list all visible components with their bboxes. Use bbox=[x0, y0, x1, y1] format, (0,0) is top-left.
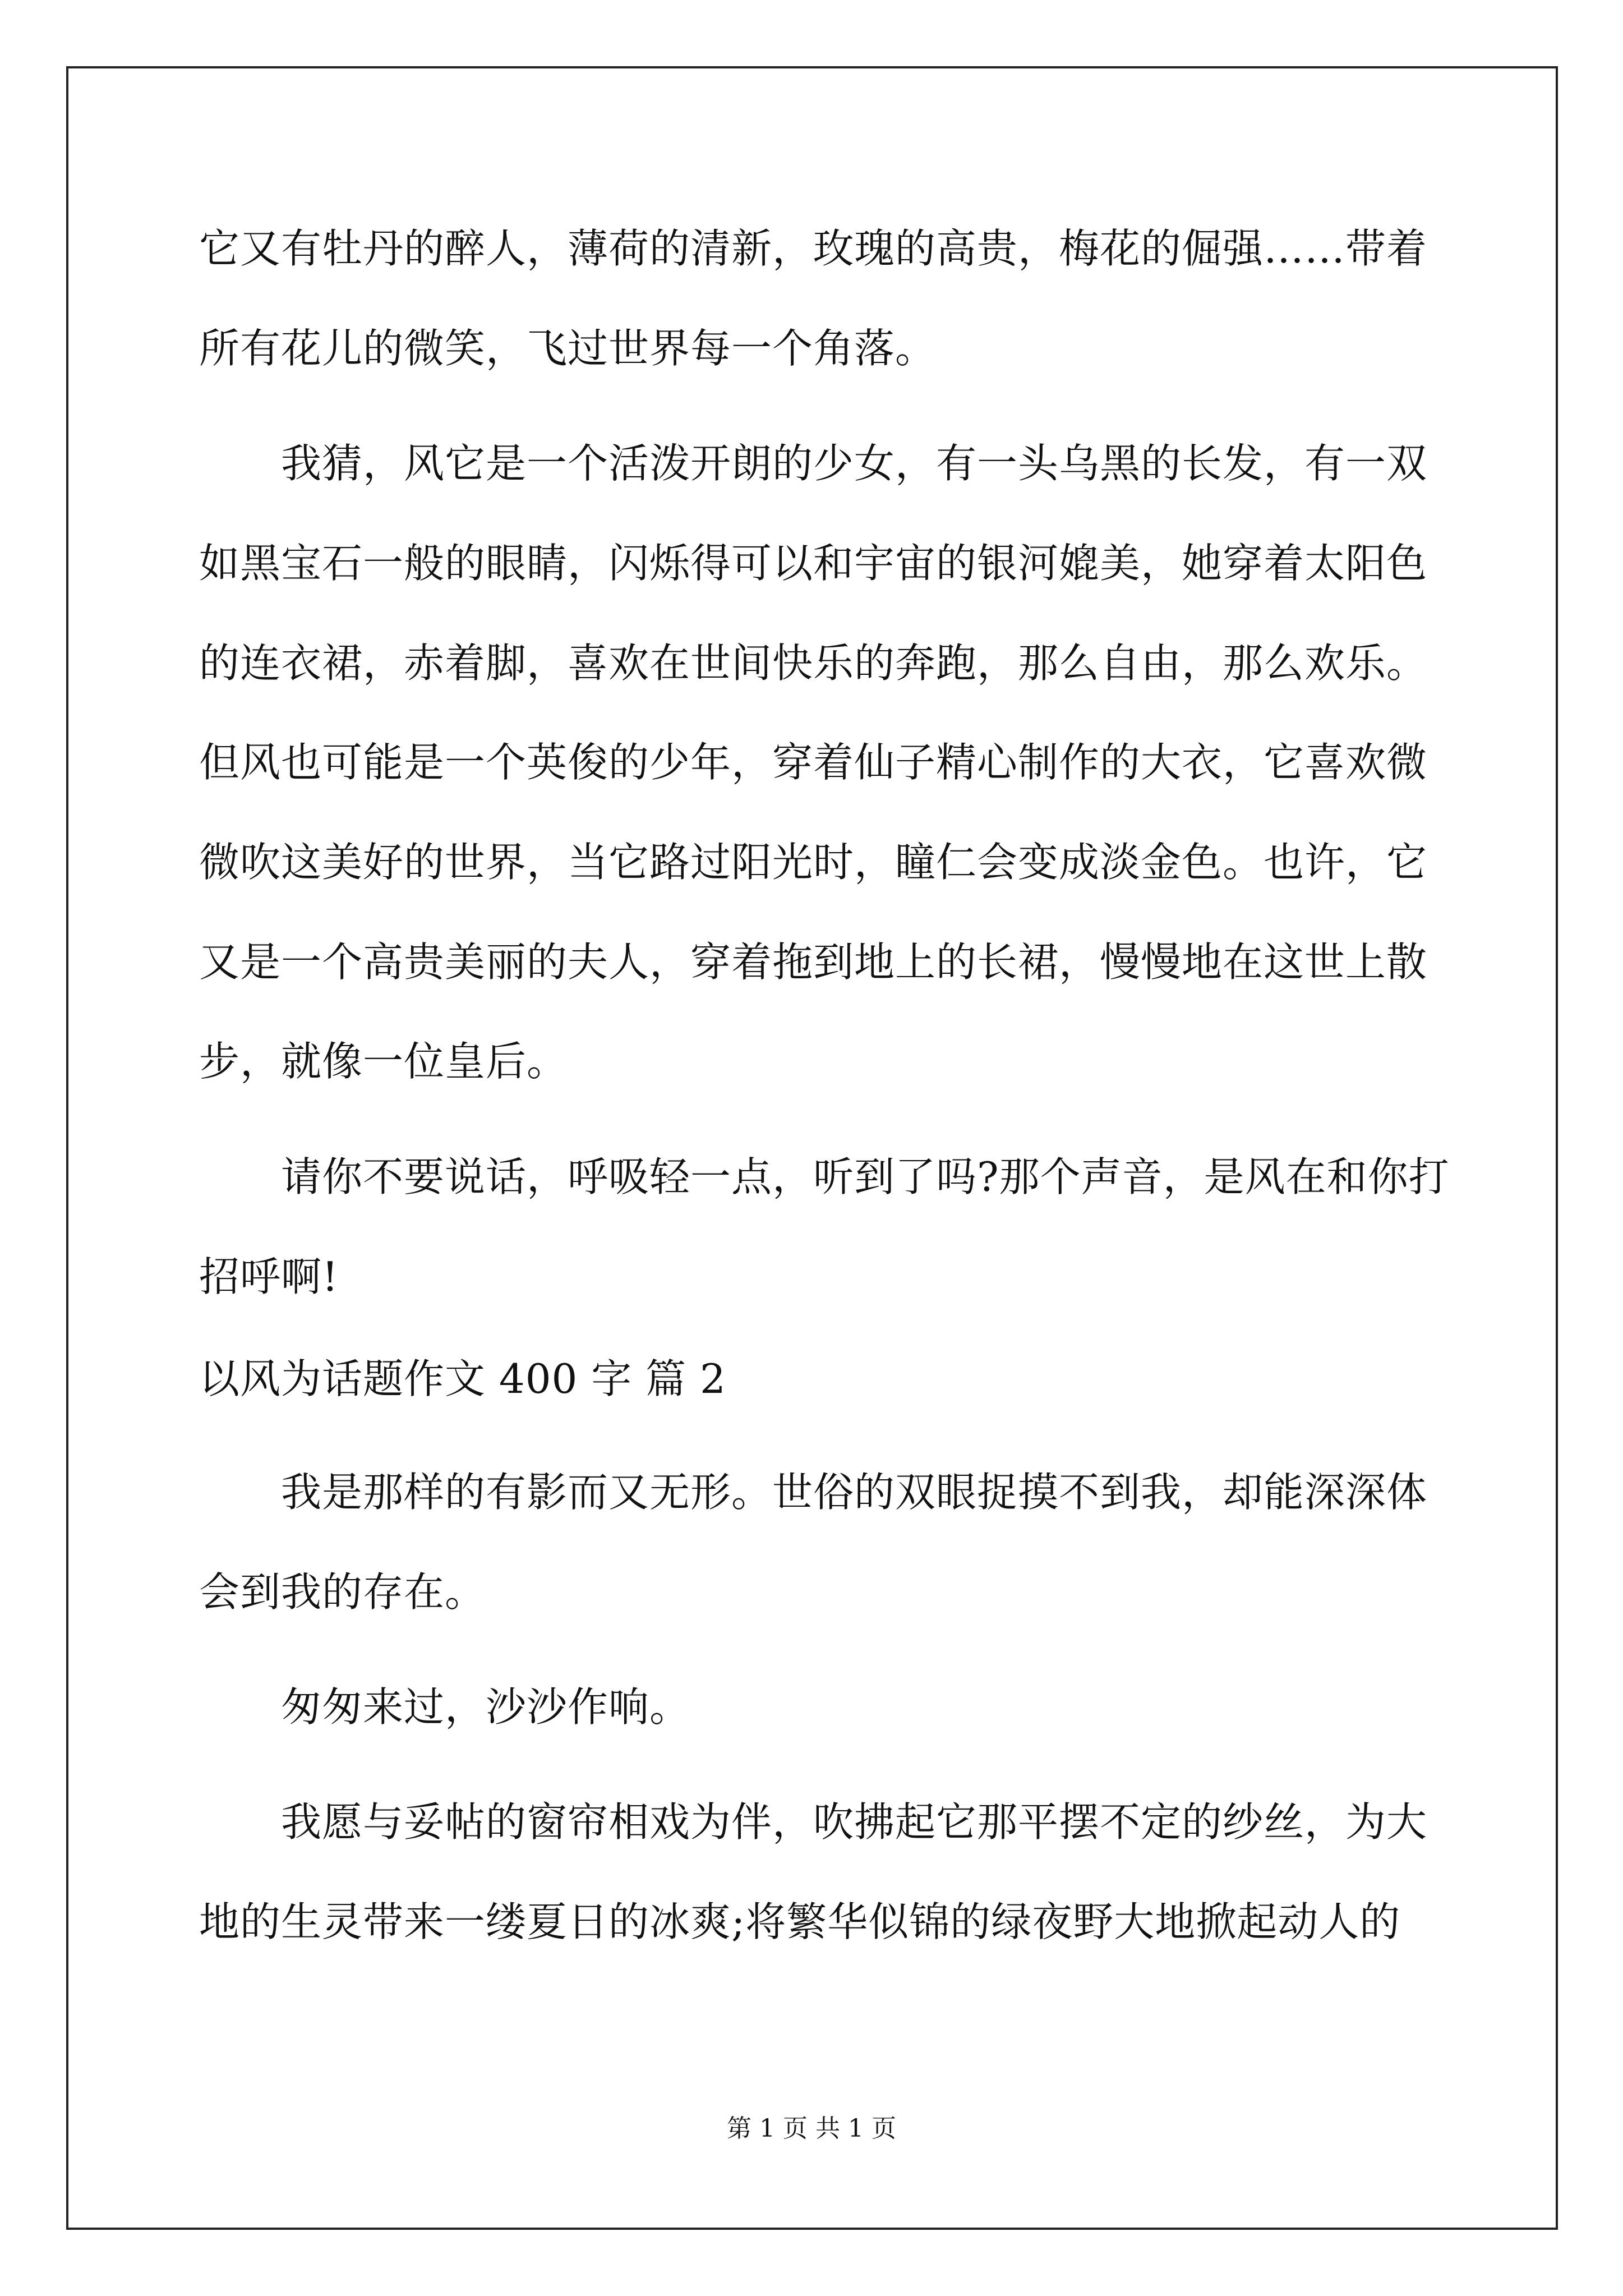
paragraph-start-line: 我是那样的有影而又无形。世俗的双眼捉摸不到我，却能深深体 bbox=[281, 1469, 1428, 1516]
text-line: 所有花儿的微笑，飞过世界每一个角落。 bbox=[199, 325, 937, 372]
text-line: 它又有牡丹的醉人，薄荷的清新，玫瑰的高贵，梅花的倔强……带着 bbox=[199, 225, 1428, 272]
paragraph-start-line: 匆匆来过，沙沙作响。 bbox=[281, 1683, 691, 1731]
text-line: 地的生灵带来一缕夏日的冰爽;将繁华似锦的绿夜野大地掀起动人的 bbox=[199, 1898, 1401, 1945]
section-heading: 以风为话题作文 400 字 篇 2 bbox=[199, 1355, 726, 1402]
text-line: 但风也可能是一个英俊的少年，穿着仙子精心制作的大衣，它喜欢微 bbox=[199, 739, 1428, 786]
text-line: 招呼啊! bbox=[199, 1253, 339, 1300]
text-line: 又是一个高贵美丽的夫人，穿着拖到地上的长裙，慢慢地在这世上散 bbox=[199, 938, 1428, 986]
paragraph-start-line: 请你不要说话，呼吸轻一点，听到了吗?那个声音，是风在和你打 bbox=[281, 1153, 1450, 1200]
text-line: 的连衣裙，赤着脚，喜欢在世间快乐的奔跑，那么自由，那么欢乐。 bbox=[199, 639, 1428, 687]
paragraph-start-line: 我愿与妥帖的窗帘相戏为伴，吹拂起它那平摆不定的纱丝，为大 bbox=[281, 1798, 1428, 1846]
text-line: 步，就像一位皇后。 bbox=[199, 1038, 568, 1085]
text-line: 微吹这美好的世界，当它路过阳光时，瞳仁会变成淡金色。也许，它 bbox=[199, 839, 1428, 886]
paragraph-start-line: 我猜，风它是一个活泼开朗的少女，有一头乌黑的长发，有一双 bbox=[281, 440, 1428, 487]
text-line: 如黑宝石一般的眼睛，闪烁得可以和宇宙的银河媲美，她穿着太阳色 bbox=[199, 540, 1428, 587]
page-footer: 第 1 页 共 1 页 bbox=[727, 2114, 896, 2143]
text-line: 会到我的存在。 bbox=[199, 1568, 486, 1616]
